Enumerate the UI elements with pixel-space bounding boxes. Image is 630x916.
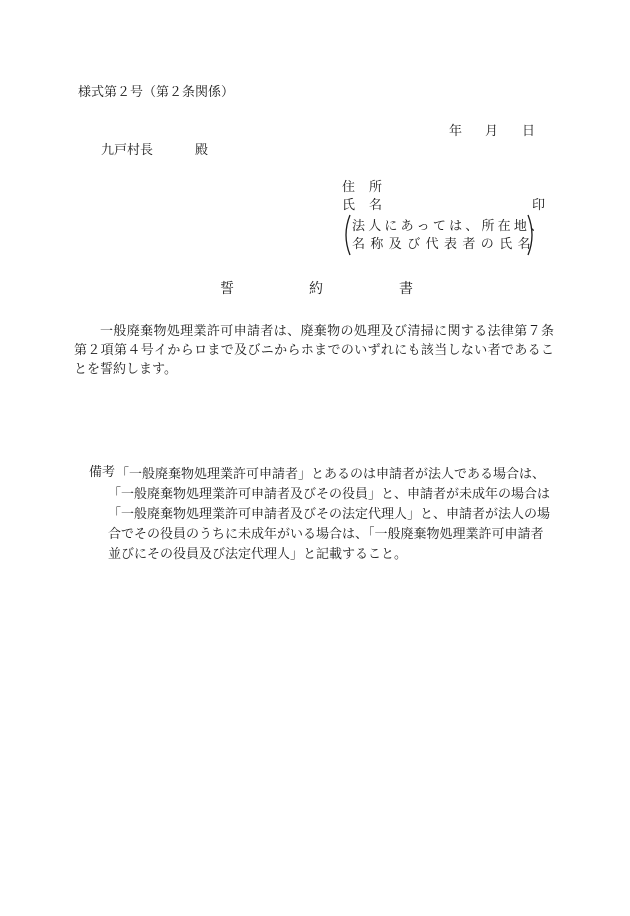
form-number: 様式第２号（第２条関係）: [78, 85, 235, 100]
corporate-note-line2: 名称及び代表者の氏名: [352, 237, 537, 252]
remarks-paragraph: 「一般廃棄物処理業許可申請者」とあるのは申請者が法人である場合は、「一般廃棄物処理業許可申請者及びその役員」と、申請者が未成年の場合は「一般廃棄物処理業許可申請者及びその法定代理人」と、申請者が法人の場合でその役員のうちに未成年がいる場合は、「一般廃棄物処理業許可申請者並びにその役員及び法定代理人」と記載すること。: [108, 467, 551, 562]
addressee-name: 九戸村長: [101, 143, 154, 158]
seal-mark: 印: [532, 198, 546, 213]
remarks-label: 備考: [89, 465, 116, 480]
pledge-body: 一般廃棄物処理業許可申請者は、廃棄物の処理及び清掃に関する法律第７条第２項第４号イからロまで及びニからホまでのいずれにも該当しない者であることを誓約します。: [74, 324, 554, 377]
date-month-label: 月: [485, 124, 499, 139]
date-year-label: 年: [449, 124, 463, 139]
title-char-3: 書: [399, 281, 413, 297]
title-char-1: 誓: [220, 281, 234, 297]
remarks-text: [108, 465, 556, 565]
applicant-address-label: 住所: [342, 180, 397, 195]
title-char-2: 約: [309, 281, 323, 297]
addressee-honorific: 殿: [195, 143, 209, 158]
date-day-label: 日: [522, 124, 536, 139]
corporate-note-line1: 法人にあっては、所在地、: [352, 219, 547, 234]
applicant-name-label: 氏名: [342, 198, 397, 213]
